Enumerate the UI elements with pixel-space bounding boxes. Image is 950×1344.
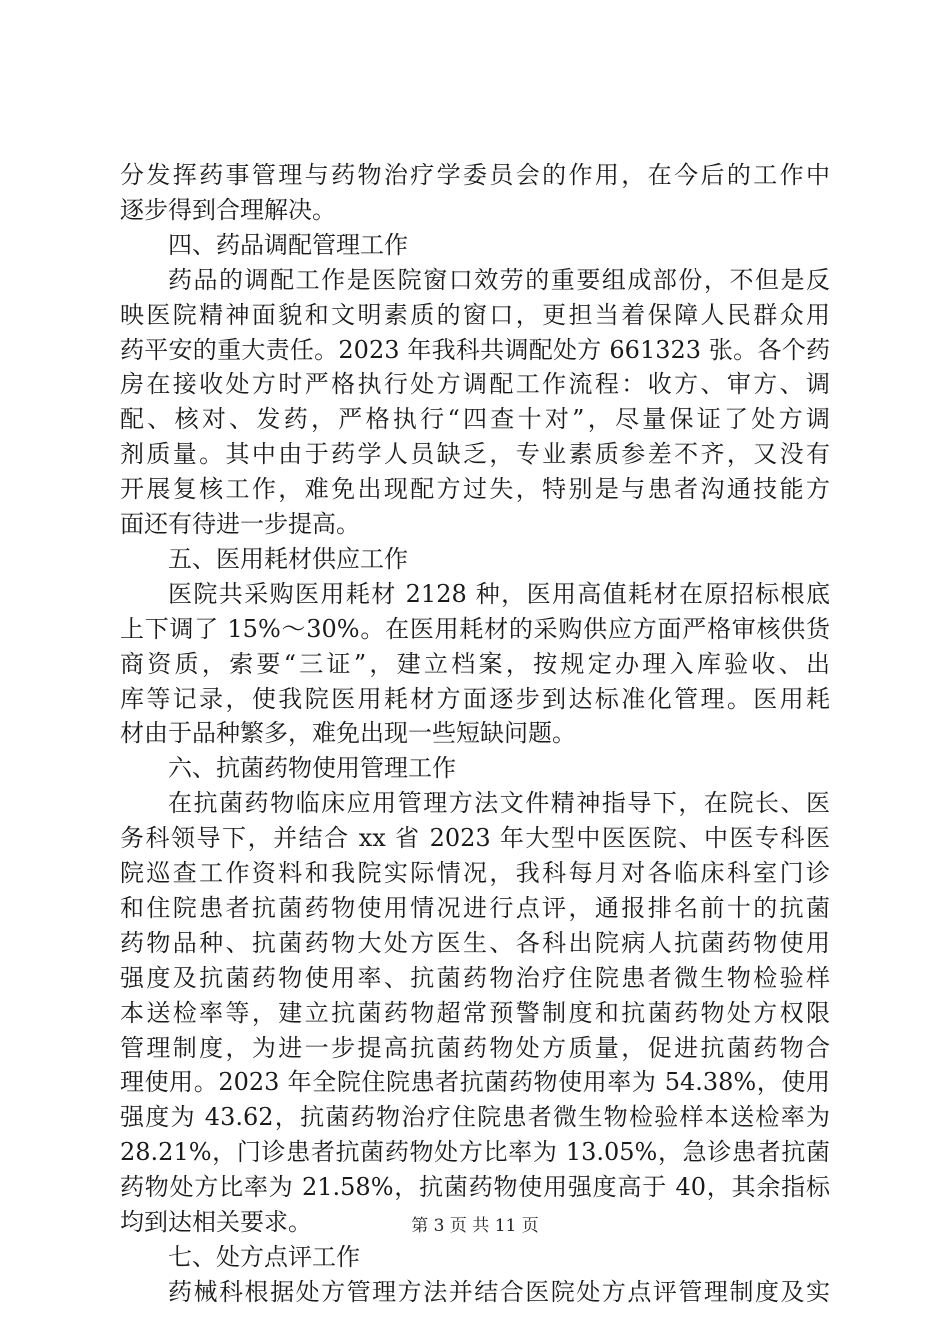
text-line: 药品的调配工作是医院窗口效劳的重要组成部份，不但是反: [168, 265, 830, 294]
page-footer: 第 3 页 共 11 页: [411, 1216, 539, 1236]
text-line: 和住院患者抗菌药物使用情况进行点评，通报排名前十的抗菌: [120, 893, 830, 922]
text-line: 药物品种、抗菌药物大处方医生、各科出院病人抗菌药物使用: [120, 928, 830, 957]
text-line: 配、核对、发药，严格执行“四查十对”，尽量保证了处方调: [120, 405, 830, 434]
text-line: 药物处方比率为 21.58%，抗菌药物使用强度高于 40，其余指标: [120, 1173, 830, 1202]
text-line: 强度为 43.62，抗菌药物治疗住院患者微生物检验样本送检率为: [120, 1103, 830, 1132]
text-line: 五、医用耗材供应工作: [168, 544, 408, 573]
text-line: 剂质量。其中由于药学人员缺乏，专业素质参差不齐，又没有: [120, 440, 830, 469]
text-line: 六、抗菌药物使用管理工作: [168, 754, 456, 783]
text-line: 均到达相关要求。: [120, 1208, 312, 1236]
text-line: 医院共采购医用耗材 2128 种，医用高值耗材在原招标根底: [168, 579, 830, 608]
text-line: 药平安的重大责任。2023 年我科共调配处方 661323 张。各个药: [120, 335, 830, 364]
text-line: 库等记录，使我院医用耗材方面逐步到达标准化管理。医用耗: [120, 684, 830, 713]
text-line: 七、处方点评工作: [168, 1242, 360, 1271]
text-line: 分发挥药事管理与药物治疗学委员会的作用，在今后的工作中: [120, 161, 830, 189]
text-line: 开展复核工作，难免出现配方过失，特别是与患者沟通技能方: [120, 475, 830, 504]
text-line: 映医院精神面貌和文明素质的窗口，更担当着保障人民群众用: [120, 300, 830, 329]
text-line: 房在接收处方时严格执行处方调配工作流程：收方、审方、调: [120, 370, 830, 399]
text-line: 28.21%，门诊患者抗菌药物处方比率为 13.05%，急诊患者抗菌: [120, 1138, 830, 1167]
text-line: 逐步得到合理解决。: [120, 195, 336, 224]
text-line: 院巡查工作资料和我院实际情况，我科每月对各临床科室门诊: [120, 859, 830, 887]
text-line: 商资质，索要“三证”，建立档案，按规定办理入库验收、出: [120, 649, 830, 678]
text-line: 强度及抗菌药物使用率、抗菌药物治疗住院患者微生物检验样: [120, 963, 830, 992]
text-line: 务科领导下，并结合 xx 省 2023 年大型中医医院、中医专科医: [120, 824, 830, 853]
text-line: 管理制度，为进一步提高抗菌药物处方质量，促进抗菌药物合: [120, 1033, 830, 1062]
text-line: 理使用。2023 年全院住院患者抗菌药物使用率为 54.38%，使用: [120, 1068, 830, 1097]
text-line: 材由于品种繁多，难免出现一些短缺问题。: [120, 719, 576, 748]
text-line: 上下调了 15%～30%。在医用耗材的采购供应方面严格审核供货: [120, 614, 830, 643]
text-line: 本送检率等，建立抗菌药物超常预警制度和抗菌药物处方权限: [120, 998, 830, 1027]
text-line: 面还有待进一步提高。: [120, 510, 360, 538]
text-line: 在抗菌药物临床应用管理方法文件精神指导下，在院长、医: [168, 789, 830, 818]
text-line: 药械科根据处方管理方法并结合医院处方点评管理制度及实: [168, 1277, 830, 1306]
text-line: 四、药品调配管理工作: [168, 230, 408, 259]
